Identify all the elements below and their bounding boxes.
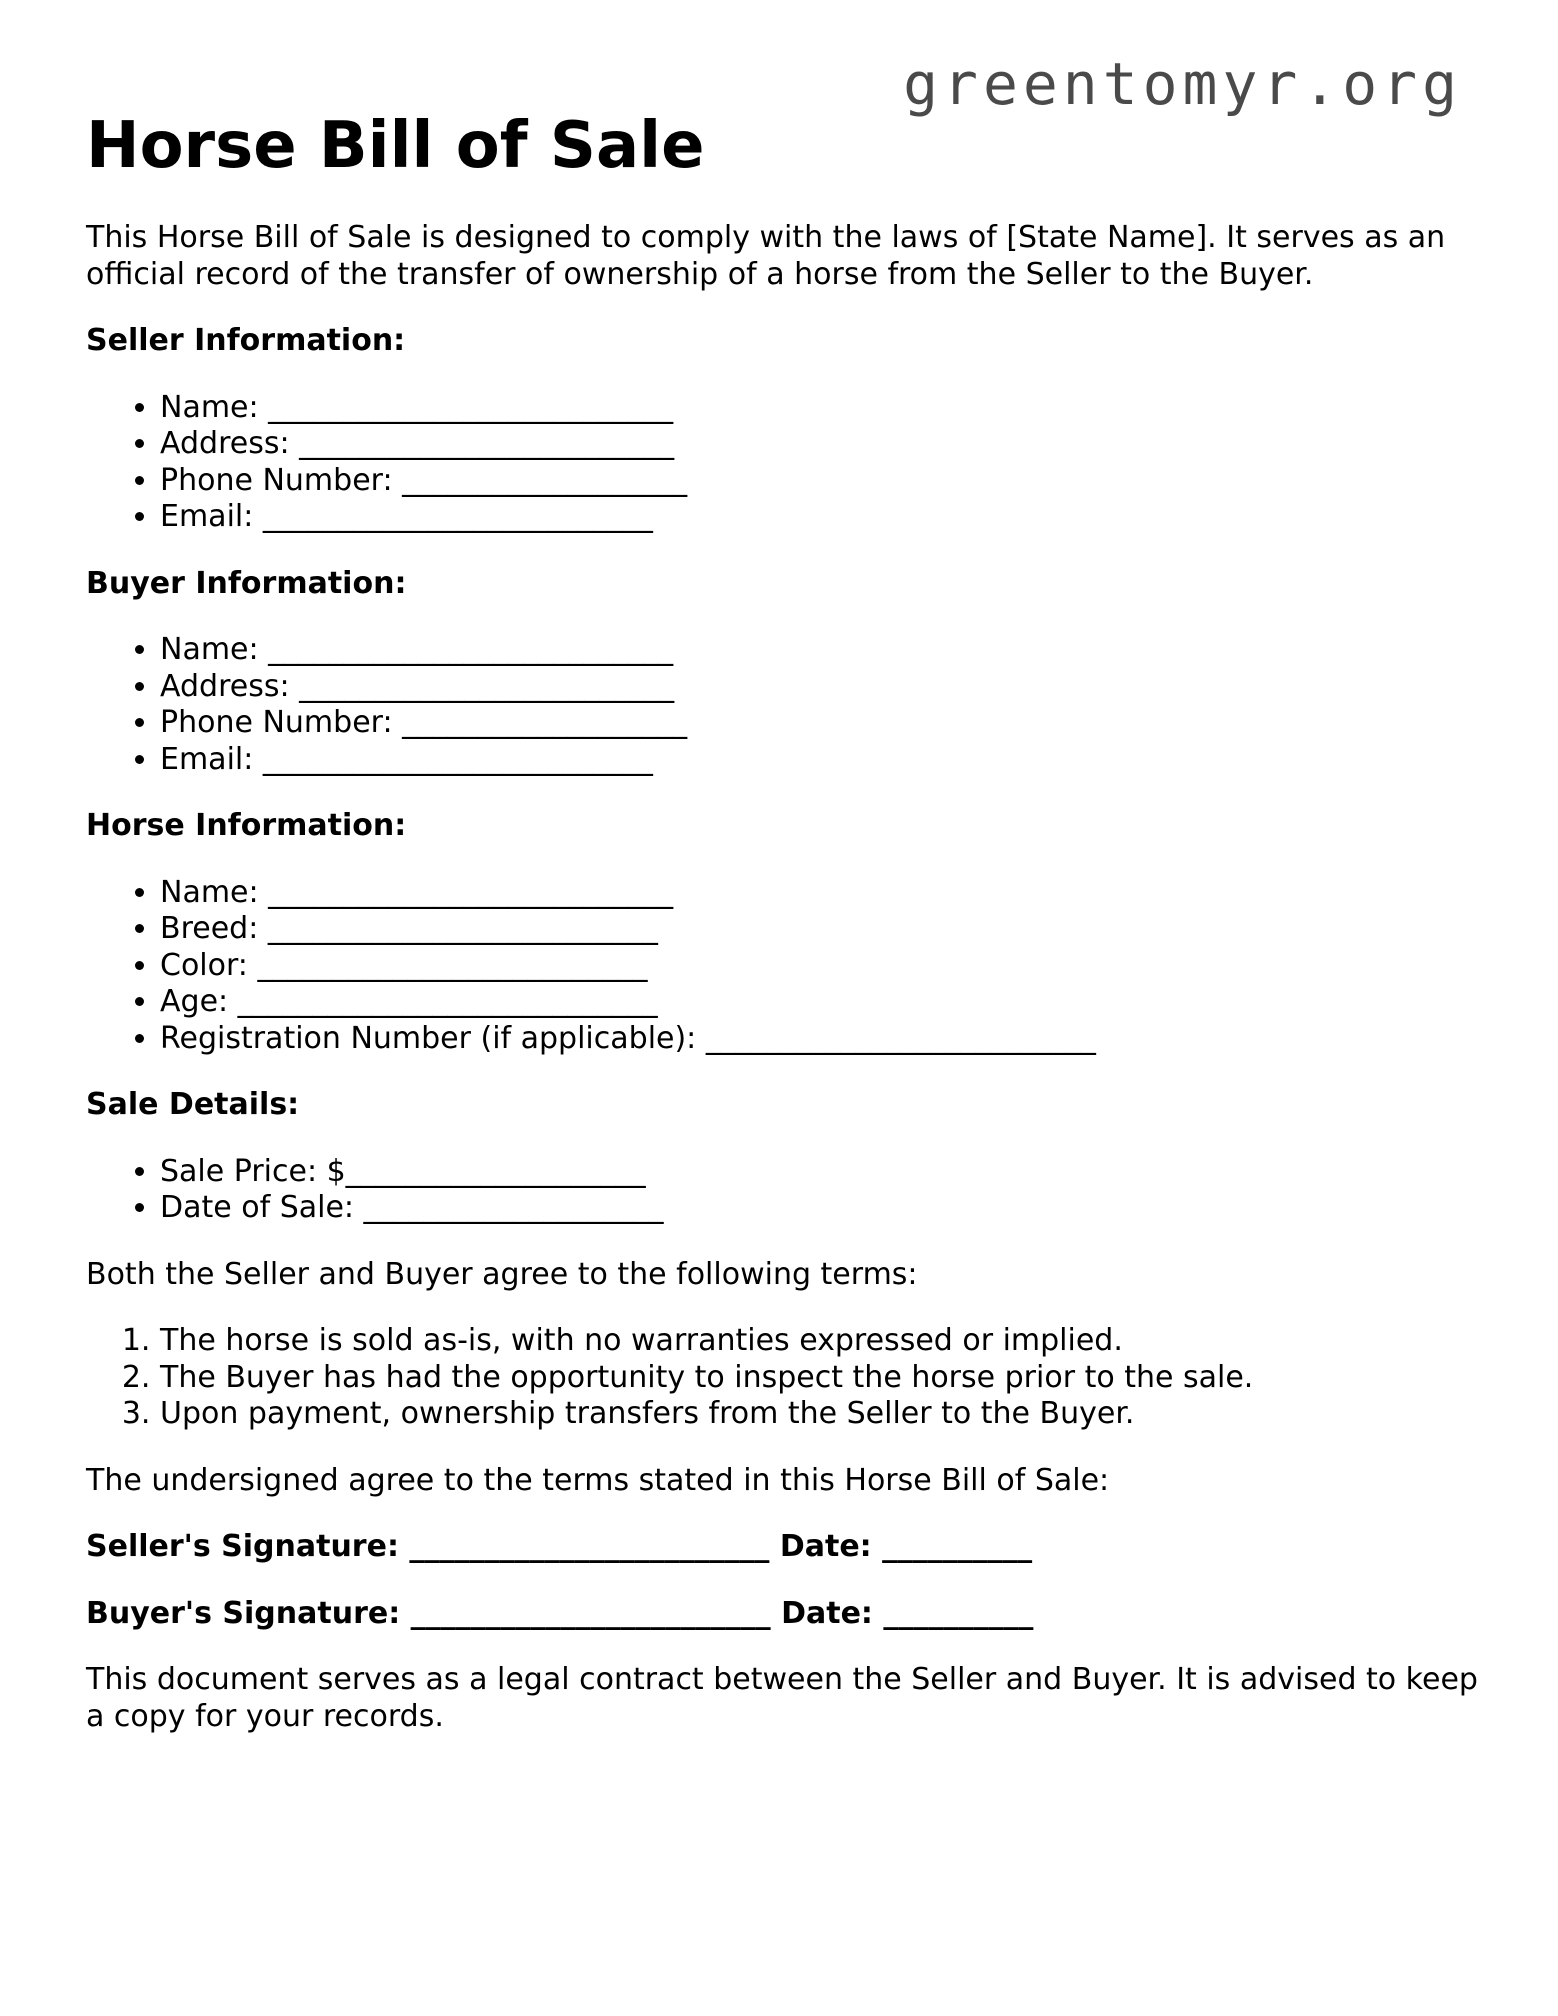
seller-signature-line[interactable]: Seller's Signature: ________________________ Date: __________ <box>86 1529 1033 1564</box>
buyer-address-field[interactable]: • Address: _________________________ <box>160 669 1486 706</box>
seller-name-field[interactable]: • Name: ___________________________ <box>160 390 1486 427</box>
buyer-name-field[interactable]: • Name: ___________________________ <box>160 632 1486 669</box>
horse-age-field[interactable]: • Age: ____________________________ <box>160 984 1486 1021</box>
buyer-phone-field[interactable]: • Phone Number: ___________________ <box>160 705 1486 742</box>
page-title: Horse Bill of Sale <box>86 109 705 183</box>
horse-fields-list <box>86 875 1486 1058</box>
terms-list <box>86 1323 1486 1433</box>
horse-breed-field[interactable]: • Breed: __________________________ <box>160 911 1486 948</box>
buyer-heading: Buyer Information: <box>86 565 407 601</box>
buyer-signature-line[interactable]: Buyer's Signature: ________________________ Date: __________ <box>86 1595 1034 1631</box>
seller-phone-field[interactable]: • Phone Number: ___________________ <box>160 463 1486 500</box>
buyer-email-field[interactable]: • Email: __________________________ <box>160 742 1486 779</box>
watermark: greentomyr.org <box>903 50 1462 118</box>
sale-date-field[interactable]: • Date of Sale: ____________________ <box>160 1190 1486 1227</box>
sale-price-field[interactable]: • Sale Price: $____________________ <box>160 1154 1486 1191</box>
sale-heading: Sale Details: <box>86 1087 300 1122</box>
seller-email-field[interactable]: • Email: __________________________ <box>160 499 1486 536</box>
term-item: 1. The horse is sold as-is, with no warranties expressed or implied. <box>160 1323 1486 1360</box>
sale-fields-list <box>86 1154 1486 1227</box>
seller-heading: Seller Information: <box>86 323 406 358</box>
agreement-text: The undersigned agree to the terms stated in this Horse Bill of Sale: <box>86 1462 1110 1498</box>
closing-paragraph: This document serves as a legal contract between the Seller and Buyer. It is advised to keep a copy for your records. <box>86 1662 1478 1734</box>
horse-color-field[interactable]: • Color: __________________________ <box>160 948 1486 985</box>
term-item: 3. Upon payment, ownership transfers from the Seller to the Buyer. <box>160 1396 1486 1433</box>
buyer-fields-list <box>86 632 1486 778</box>
term-item: 2. The Buyer has had the opportunity to inspect the horse prior to the sale. <box>160 1360 1486 1397</box>
horse-name-field[interactable]: • Name: ___________________________ <box>160 875 1486 912</box>
horse-registration-field[interactable]: • Registration Number (if applicable): __________________________ <box>160 1021 1486 1058</box>
horse-heading: Horse Information: <box>86 808 407 843</box>
intro-paragraph: This Horse Bill of Sale is designed to comply with the laws of [State Name]. It serves as an official record of the transfer of ownership of a horse from the Seller to the Buyer. <box>86 220 1446 292</box>
document-body <box>86 220 1486 1765</box>
seller-fields-list <box>86 390 1486 536</box>
terms-intro: Both the Seller and Buyer agree to the following terms: <box>86 1256 918 1292</box>
seller-address-field[interactable]: • Address: _________________________ <box>160 426 1486 463</box>
